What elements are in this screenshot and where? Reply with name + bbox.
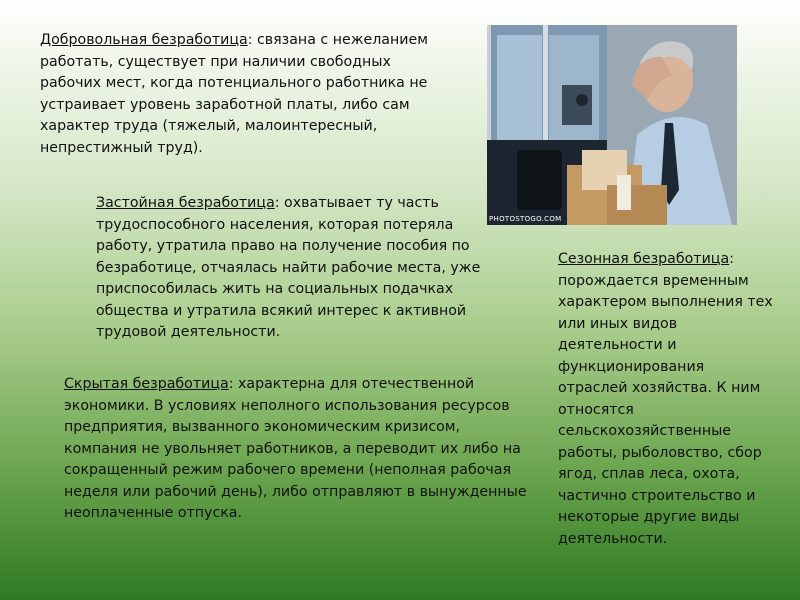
definition-stagnant-unemployment: : охватывает ту часть трудоспособного населения, которая потеряла работу, утратила право на получение пособия по безработице, отчаялась найти рабочие места, уже приспособилась жить на социальных подачках общества и утратила всякий интерес к активной трудовой деятельности. bbox=[96, 195, 481, 340]
text-block-stagnant-unemployment bbox=[96, 193, 491, 344]
office-worker-photo bbox=[487, 25, 737, 225]
term-stagnant-unemployment: Застойная безработица bbox=[96, 195, 275, 211]
text-block-seasonal-unemployment bbox=[558, 249, 773, 550]
photo-watermark: PHOTOSTOGO.COM bbox=[489, 215, 562, 223]
term-voluntary-unemployment: Добровольная безработица bbox=[40, 32, 248, 48]
definition-hidden-unemployment: : характерна для отечественной экономики. В условиях неполного использования ресурсов предприятия, вызванного экономическим кризисом, компания не увольняет работников, а переводит их либо на сокращенный режим рабочего времени (неполная рабочая неделя или рабочий день), либо отправляют в вынужденные неоплаченные отпуска. bbox=[64, 376, 527, 521]
text-block-voluntary-unemployment bbox=[40, 30, 430, 159]
term-seasonal-unemployment: Сезонная безработица bbox=[558, 251, 730, 267]
office-scene-illustration bbox=[487, 25, 737, 225]
text-block-hidden-unemployment bbox=[64, 374, 534, 525]
definition-seasonal-unemployment: : порождается временным характером выполнения тех или иных видов деятельности и функционирования отраслей хозяйства. К ним относятся сельскохозяйственные работы, рыболовство, сбор ягод, сплав леса, охота, частично строительство и некоторые другие виды деятельности. bbox=[558, 251, 773, 547]
definition-voluntary-unemployment: : связана с нежеланием работать, существует при наличии свободных рабочих мест, когда потенциального работника не устраивает уровень заработной платы, либо сам характер труда (тяжелый, малоинтересный, непрестижный труд). bbox=[40, 32, 428, 156]
term-hidden-unemployment: Скрытая безработица bbox=[64, 376, 229, 392]
